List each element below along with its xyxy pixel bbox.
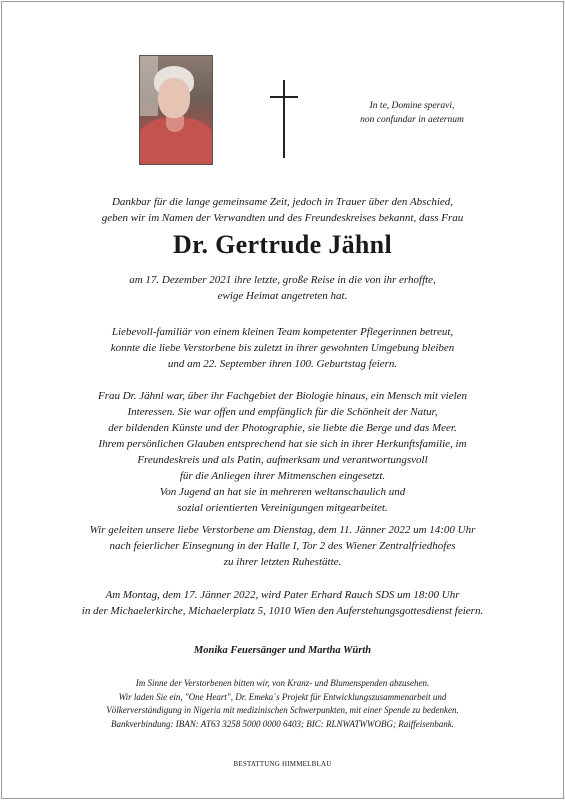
care-paragraph: [2, 324, 563, 372]
donation-line: Völkerverständigung in Nigeria mit medizinischen Schwerpunkten, mit einer Spende zu bedenken.: [106, 705, 459, 715]
intro-paragraph: [2, 194, 563, 226]
portrait-photo: [139, 55, 213, 165]
donation-paragraph: [2, 677, 563, 731]
intro-line: geben wir im Namen der Verwandten und des Freundeskreises bekannt, dass Frau: [101, 212, 464, 224]
signers: Monika Feuersänger und Martha Würth: [193, 645, 372, 656]
biography-line: Von Jugend an hat sie in mehreren weltanschaulich und: [159, 486, 406, 498]
cross-icon: [264, 80, 304, 160]
undertaker-name: BESTATTUNG HIMMELBLAU: [233, 760, 332, 768]
biography-line: für die Anliegen ihrer Mitmenschen eingesetzt.: [179, 470, 386, 482]
biography-line: der bildenden Künste und der Photographie, sie liebte die Berge und das Meer.: [108, 422, 457, 434]
death-line: am 17. Dezember 2021 ihre letzte, große Reise in die von ihr erhoffte,: [129, 274, 436, 286]
intro-line: Dankbar für die lange gemeinsame Zeit, jedoch in Trauer über den Abschied,: [111, 196, 454, 208]
funeral-line: nach feierlicher Einsegnung in der Halle I, Tor 2 des Wiener Zentralfriedhofes: [109, 540, 456, 552]
motto-line: non confundar in aeternum: [360, 115, 464, 125]
latin-motto: [322, 99, 502, 127]
biography-line: Ihrem persönlichen Glauben entsprechend hat sie sich in ihrer Herkunftsfamilie, im: [98, 438, 467, 450]
biography-line: Frau Dr. Jähnl war, über ihr Fachgebiet der Biologie hinaus, ein Mensch mit vielen: [97, 390, 468, 402]
death-paragraph: [2, 272, 563, 304]
biography-line: sozial orientierten Vereinigungen mitgearbeitet.: [177, 502, 388, 514]
obituary-notice: [1, 1, 564, 799]
biography-line: Interessen. Sie war offen und empfänglich für die Schönheit der Natur,: [127, 406, 438, 418]
death-line: ewige Heimat angetreten hat.: [217, 290, 348, 302]
mass-line: in der Michaelerkirche, Michaelerplatz 5, 1010 Wien den Auferstehungsgottesdienst feiern.: [81, 605, 484, 617]
deceased-name: Dr. Gertrude Jähnl: [173, 230, 392, 259]
mass-paragraph: [2, 587, 563, 619]
biography-line: Freundeskreis und als Patin, aufmerksam und verantwortungsvoll: [137, 454, 428, 466]
care-line: konnte die liebe Verstorbene bis zuletzt in ihrer gewohnten Umgebung bleiben: [110, 342, 455, 354]
donation-line: Wir laden Sie ein, "One Heart", Dr. Emeka´s Projekt für Entwicklungszusammenarbeit und: [118, 691, 447, 702]
care-line: und am 22. September ihren 100. Geburtstag feiern.: [167, 358, 398, 370]
donation-line: Im Sinne der Verstorbenen bitten wir, von Kranz- und Blumenspenden abzusehen.: [135, 678, 430, 688]
motto-line: In te, Domine speravi,: [369, 101, 455, 111]
care-line: Liebevoll-familiär von einem kleinen Team kompetenter Pflegerinnen betreut,: [111, 326, 454, 338]
funeral-line: Wir geleiten unsere liebe Verstorbene am Dienstag, dem 11. Jänner 2022 um 14:00 Uhr: [89, 524, 476, 536]
mass-line: Am Montag, dem 17. Jänner 2022, wird Pater Erhard Rauch SDS um 18:00 Uhr: [105, 589, 460, 601]
funeral-paragraph: [2, 522, 563, 570]
biography-paragraph: [2, 388, 563, 516]
funeral-line: zu ihrer letzten Ruhestätte.: [223, 556, 342, 568]
donation-line: Bankverbindung: IBAN: AT63 3258 5000 0000 6403; BIC: RLNWATWWOBG; Raiffeisenbank.: [111, 718, 454, 729]
